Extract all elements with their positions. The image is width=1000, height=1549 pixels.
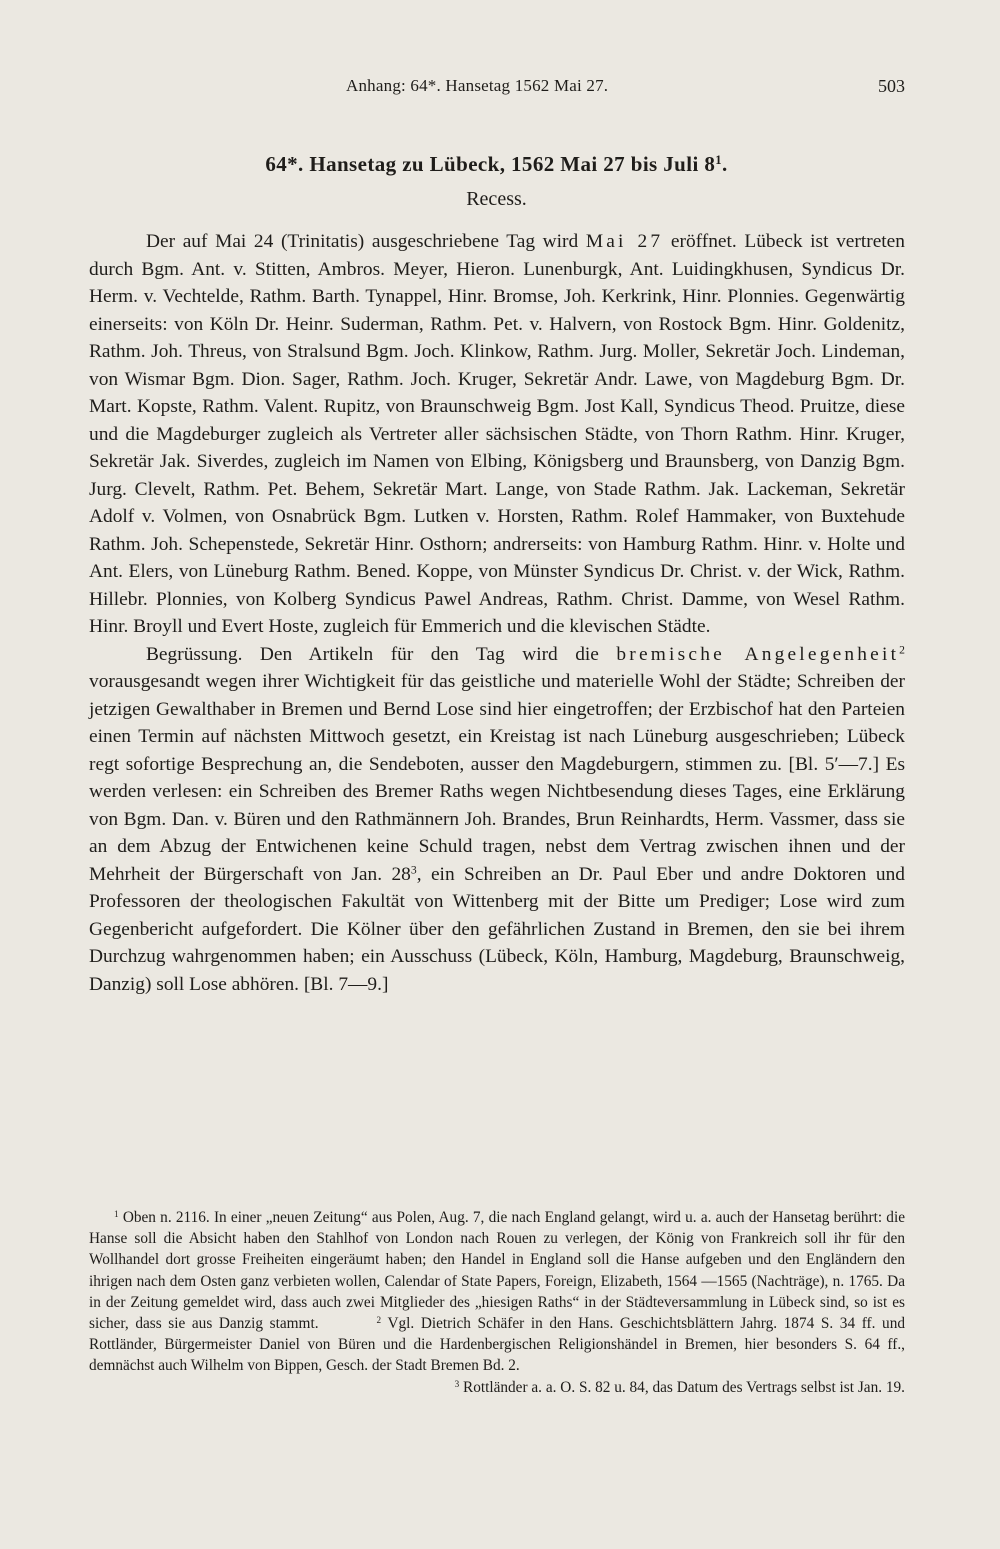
footnote-3 <box>89 1377 905 1398</box>
section-subtitle: Recess. <box>466 188 527 210</box>
page-number: 503 <box>878 76 905 96</box>
topic-emphasis: bremische Angelegenheit <box>616 643 900 665</box>
page-header <box>88 76 905 104</box>
footnote-2-marker: 2 <box>376 1314 382 1325</box>
body-text <box>89 228 905 998</box>
section-title-text: 64*. Hansetag zu Lübeck, 1562 Mai 27 bis Juli 8 <box>265 152 716 176</box>
running-head: Anhang: 64*. Hansetag 1562 Mai 27. <box>346 76 609 95</box>
paragraph-greeting-middle: vorausgesandt wegen ihrer Wichtigkeit für das geistliche und materielle Wohl der Städte; Schreiben der jetzigen Gewalthaber in Bremen und Bernd Lose sind hier eingetroffen; der Erzbischof hat den Parteien einen Termin auf nächsten Mittwoch gesetzt, ein Kreistag ist nach Lüneburg ausgeschrieben; Lübeck regt sofortige Besprechung an, die Sendeboten, ausser den Magdeburgern, stimmen zu. [Bl. 5′—7.] Es werden verlesen: ein Schreiben des Bremer Raths wegen Nichtbesendung dieses Tages, eine Erklärung von Bgm. Dan. v. Büren und den Rathmännern Joh. Brandes, Brun Reinhardts, Herm. Vassmer, dass sie an dem Abzug der Entwichenen keine Schuld tragen, nebst dem Vertrag zwischen ihnen und der Mehrheit der Bürgerschaft von Jan. 28 <box>89 671 905 885</box>
footnote-ref-1: 1 <box>715 153 722 168</box>
paragraph-greeting-rest: , ein Schreiben an Dr. Paul Eber und andre Doktoren und Professoren der theologischen Fakultät von Wittenberg mit der Bitte um Prediger; Lose wird zum Gegenbericht aufgefordert. Die Kölner über den gefährlichen Zustand in Bremen, den sie bei ihrem Durchzug wahrgenommen haben; ein Ausschuss (Lübeck, Köln, Hamburg, Magdeburg, Braunschweig, Danzig) soll Lose abhören. [Bl. 7—9.] <box>89 863 905 995</box>
section-title <box>88 152 905 177</box>
paragraph-greeting-lead: Begrüssung. Den Artikeln für den Tag wird die <box>146 643 617 665</box>
footnote-ref-2: 2 <box>899 643 905 657</box>
footnote-1-text: Oben n. 2116. In einer „neuen Zeitung“ aus Polen, Aug. 7, die nach England gelangt, wird u. a. auch der Hansetag berührt: die Hanse soll die Absicht haben den Stahlhof von London nach Rouen zu verlegen, der König von Frankreich soll ihr für den Wollhandel dort grosse Freiheiten eingeräumt haben; den Handel in England soll die Hanse aufgeben und den Engländern den ihrigen nach dem Osten ganz verbieten wollen, Calendar of State Papers, Foreign, Elizabeth, 1564 —1565 (Nachträge), n. 1765. Da in der Zeitung gemeldet wird, dass auch zwei Mitglieder des „hiesigen Raths“ in der Städteversammlung in Lübeck sind, so ist es sicher, dass sie aus Danzig stammt. <box>89 1209 905 1333</box>
footnotes <box>89 1207 905 1398</box>
footnote-1 <box>89 1207 905 1398</box>
section-title-tail: . <box>721 152 728 176</box>
footnote-3-text: Rottländer a. a. O. S. 82 u. 84, das Datum des Vertrags selbst ist Jan. 19. <box>459 1378 905 1396</box>
date-emphasis: Mai 27 <box>585 231 664 252</box>
footnote-3-marker: 3 <box>454 1378 460 1389</box>
paragraph-attendees-lead: Der auf Mai 24 (Trinitatis) ausgeschriebene Tag wird <box>146 231 586 252</box>
footnote-ref-3: 3 <box>410 863 417 877</box>
paragraph-attendees <box>89 228 905 641</box>
footnote-2-text: Vgl. Dietrich Schäfer in den Hans. Geschichtsblättern Jahrg. 1874 S. 34 ff. und Rottländer, Bürgermeister Daniel von Büren und die Hardenbergischen Religionshändel in Bremen, hier besonders S. 64 ff., demnächst auch Wilhelm von Bippen, Gesch. der Stadt Bremen Bd. 2. <box>89 1315 905 1375</box>
footnote-1-marker: 1 <box>114 1208 119 1219</box>
paragraph-attendees-rest: eröffnet. Lübeck ist vertreten durch Bgm. Ant. v. Stitten, Ambros. Meyer, Hieron. Lunenburgk, Ant. Luidingkhusen, Syndicus Dr. Herm. v. Vechtelde, Rathm. Barth. Tynappel, Hinr. Bromse, Joh. Kerkrink, Hinr. Plonnies. Gegenwärtig einerseits: von Köln Dr. Heinr. Suderman, Rathm. Pet. v. Halvern, von Rostock Bgm. Hinr. Goldenitz, Rathm. Joh. Threus, von Stralsund Bgm. Joch. Klinkow, Rathm. Jurg. Moller, Sekretär Joch. Lindeman, von Wismar Bgm. Dion. Sager, Rathm. Joch. Kruger, Sekretär Andr. Lawe, von Magdeburg Bgm. Dr. Mart. Kopste, Rathm. Valent. Rupitz, von Braunschweig Bgm. Jost Kall, Syndicus Theod. Pruitze, diese und die Magdeburger zugleich als Vertreter aller sächsischen Städte, von Thorn Rathm. Hinr. Kruger, Sekretär Jak. Siverdes, zugleich im Namen von Elbing, Königsberg und Braunsberg, von Danzig Bgm. Jurg. Clevelt, Rathm. Pet. Behem, Sekretär Mart. Lange, von Stade Rathm. Jak. Lackeman, Sekretär Adolf v. Volmen, von Osnabrück Bgm. Lutken v. Horsten, Rathm. Rolef Hammaker, von Buxtehude Rathm. Joh. Schepenstede, Sekretär Hinr. Osthorn; andrerseits: von Hamburg Rathm. Hinr. v. Holte und Ant. Elers, von Lüneburg Rathm. Bened. Koppe, von Münster Syndicus Dr. Christ. v. der Wick, Rathm. Hillebr. Plonnies, von Kolberg Syndicus Pawel Andreas, Rathm. Christ. Damme, von Wesel Rathm. Hinr. Broyll und Evert Hoste, zugleich für Emmerich und die klevischen Städte. <box>89 231 905 637</box>
paragraph-greeting <box>89 641 905 999</box>
